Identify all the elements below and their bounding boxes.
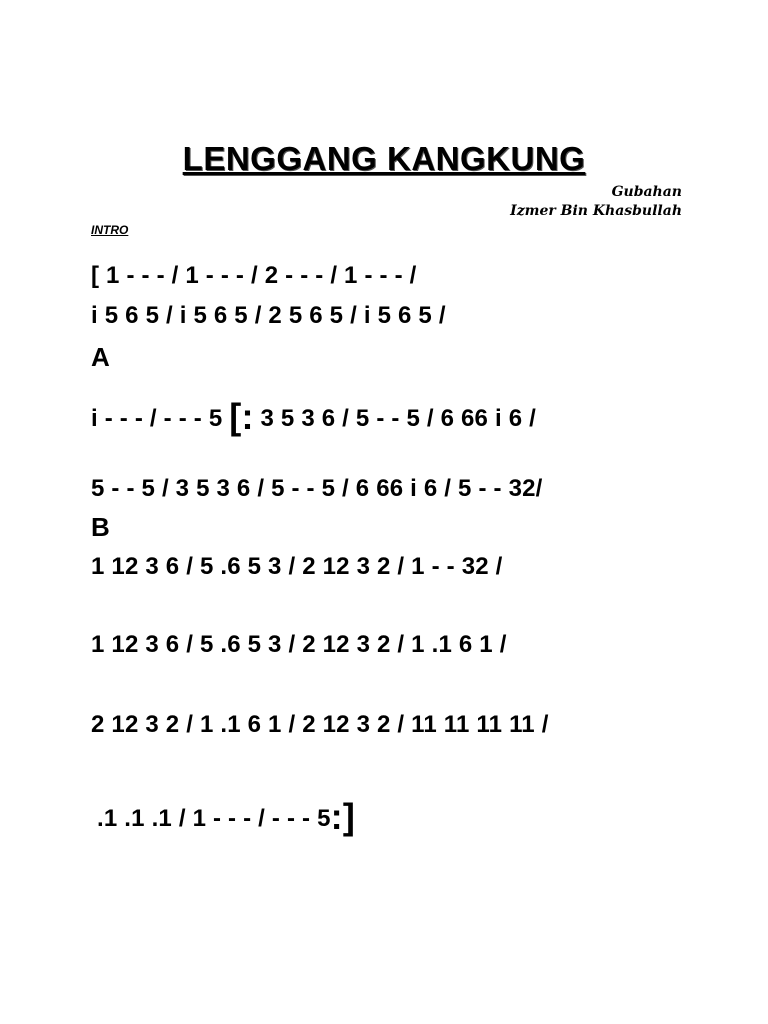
section-b-line-4 <box>97 796 355 838</box>
credit-composed-by-label: Gubahan <box>611 184 682 200</box>
section-a-line-1-start: i - - - / - - - 5 <box>91 405 230 432</box>
section-a-line-1 <box>91 396 536 438</box>
section-b-line-4-notes: .1 .1 .1 / 1 - - - / - - - 5 <box>97 805 331 832</box>
song-title: LENGGANG KANGKUNG <box>182 140 586 177</box>
section-a-line-1-end: 3 5 3 6 / 5 - - 5 / 6 66 i 6 / <box>253 405 536 432</box>
section-b-line-3: 2 12 3 2 / 1 .1 6 1 / 2 12 3 2 / 11 11 11 11 / <box>91 711 549 738</box>
section-b-line-1: 1 12 3 6 / 5 .6 5 3 / 2 12 3 2 / 1 - - 32 / <box>91 553 503 580</box>
repeat-open-sign: [: <box>229 396 254 437</box>
section-b-label: B <box>91 512 110 542</box>
credit-composer-name: Izmer Bin Khasbullah <box>510 203 682 219</box>
intro-line-1: [ 1 - - - / 1 - - - / 2 - - - / 1 - - - / <box>91 262 417 289</box>
section-b-line-2: 1 12 3 6 / 5 .6 5 3 / 2 12 3 2 / 1 .1 6 1 / <box>91 631 507 658</box>
intro-label: INTRO <box>91 223 129 237</box>
section-a-line-2: 5 - - 5 / 3 5 3 6 / 5 - - 5 / 6 66 i 6 / 5 - - 32/ <box>91 475 543 502</box>
section-a-label: A <box>91 342 110 372</box>
repeat-close-sign: :] <box>330 796 356 837</box>
intro-line-2: i 5 6 5 / i 5 6 5 / 2 5 6 5 / i 5 6 5 / <box>91 302 446 329</box>
